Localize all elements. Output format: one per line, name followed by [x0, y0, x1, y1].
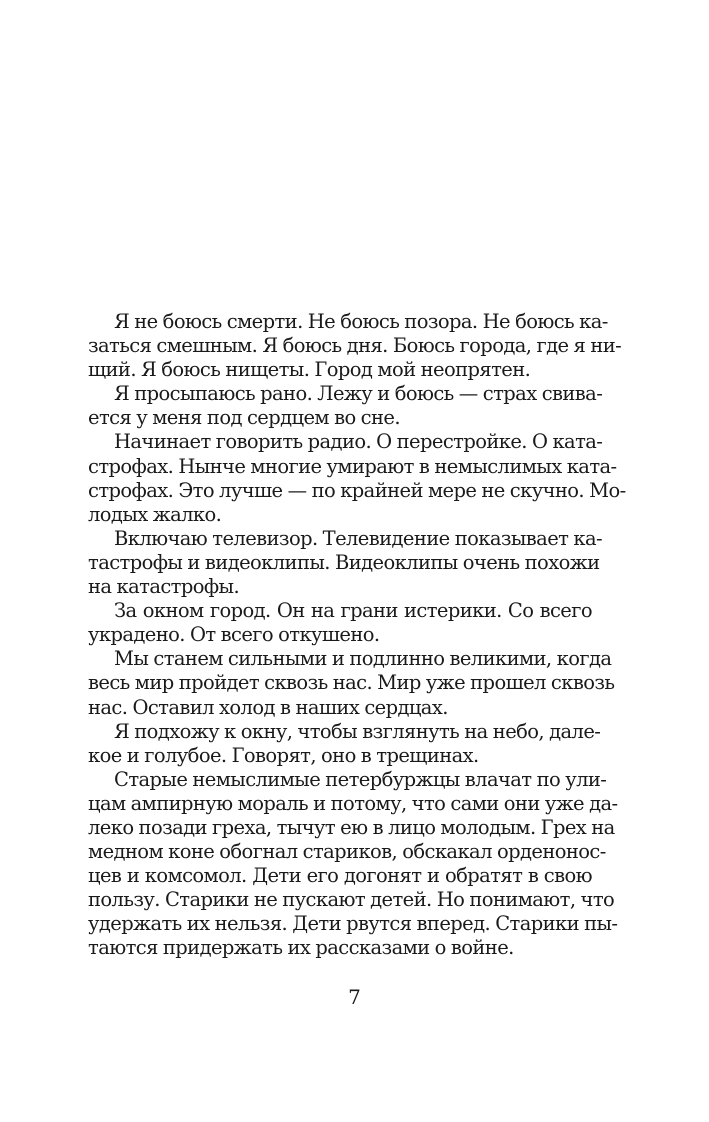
text-line: Начинает говорить радио. О перестройке. О ката-	[114, 430, 603, 454]
text-line: строфах. Нынче многие умирают в немыслимых ката-	[88, 454, 617, 478]
text-line: Старые немыслимые петербуржцы влачат по ули-	[114, 767, 607, 791]
text-line: нас. Оставил холод в наших сердцах.	[88, 695, 448, 719]
text-line: Я не боюсь смерти. Не боюсь позора. Не боюсь ка-	[114, 310, 608, 333]
text-line: весь мир пройдет сквозь нас. Мир уже прошел сквозь	[88, 671, 615, 695]
text-line: щий. Я боюсь нищеты. Город мой неопрятен.	[88, 358, 531, 382]
text-line: кое и голубое. Говорят, оно в трещинах.	[88, 743, 479, 767]
paragraph	[88, 647, 615, 719]
paragraph	[88, 526, 603, 599]
body-text	[88, 310, 626, 961]
text-line: пользу. Старики не пускают детей. Но понимают, что	[88, 888, 615, 912]
text-line: Мы станем сильными и подлинно великими, когда	[114, 647, 612, 671]
text-line: строфах. Это лучше — по крайней мере не скучно. Мо-	[88, 478, 626, 502]
text-line: медном коне обогнал стариков, обскакал орденонос-	[88, 840, 606, 864]
paragraph	[88, 767, 618, 961]
text-line: на катастрофы.	[88, 575, 240, 599]
text-line: ется у меня под сердцем во сне.	[88, 406, 400, 430]
paragraph	[88, 430, 626, 526]
text-line: цам ампирную мораль и потому, что сами они уже да-	[88, 791, 618, 815]
text-line: удержать их нельзя. Дети рвутся вперед. Старики пы-	[88, 912, 618, 936]
paragraph	[88, 719, 601, 768]
paragraph	[88, 599, 592, 647]
text-line: заться смешным. Я боюсь дня. Боюсь города, где я ни-	[88, 334, 622, 358]
text-line: украдено. От всего откушено.	[88, 623, 380, 647]
page-number: 7	[348, 985, 361, 1009]
text-line: таются придержать их рассказами о войне.	[88, 936, 514, 960]
text-line: тастрофы и видеоклипы. Видеоклипы очень похожи	[88, 550, 600, 574]
text-line: За окном город. Он на грани истерики. Со всего	[114, 599, 592, 623]
text-line: Включаю телевизор. Телевидение показывает ка-	[114, 526, 603, 550]
text-line: леко позади греха, тычут ею в лицо молодым. Грех на	[88, 815, 615, 839]
paragraph	[88, 310, 622, 382]
text-line: лодых жалко.	[88, 502, 222, 526]
paragraph	[88, 382, 603, 430]
text-line: цев и комсомол. Дети его догонят и обратят в свою	[88, 864, 592, 888]
text-line: Я просыпаюсь рано. Лежу и боюсь — страх свива-	[114, 382, 603, 406]
text-line: Я подхожу к окну, чтобы взглянуть на небо, дале-	[114, 719, 601, 743]
